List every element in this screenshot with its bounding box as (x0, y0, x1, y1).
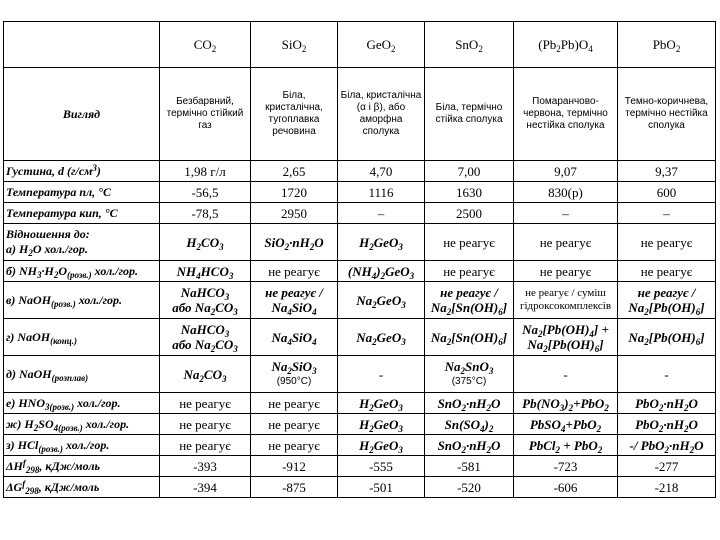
cell: Біла, термічно стійка сполука (425, 68, 514, 161)
cell: $H_2GeO_3$ (338, 393, 425, 414)
naoh-melt-row (4, 356, 716, 393)
cell: NaHCO$_3$ або $Na_2CO_3$ (160, 282, 251, 319)
cell: не реагує / $Na_2[Pb(OH)_6]$ (618, 282, 716, 319)
cell: Біла, кристалічна (α і β), або аморфна сполука (338, 68, 425, 161)
naoh-conc-row (4, 319, 716, 356)
cell: не реагує (514, 224, 618, 261)
cell: $PbO_2\cdot nH_2O$ (618, 393, 716, 414)
cell: 9,37 (618, 161, 716, 182)
cell: 600 (618, 182, 716, 203)
melting-row (4, 182, 716, 203)
cell: $Na_2[Pb(OH)_4]$ + $Na_2[Pb(OH)_6]$ (514, 319, 618, 356)
enthalpy-row (4, 456, 716, 477)
cell: – (514, 203, 618, 224)
cell: – (338, 203, 425, 224)
cell: -606 (514, 477, 618, 498)
cell: не реагує (160, 435, 251, 456)
cell: $Na_2SnO_3$ (375°C) (425, 356, 514, 393)
cell: -218 (618, 477, 716, 498)
cell: $H_2CO_3$ (160, 224, 251, 261)
cell: 1,98 г/л (160, 161, 251, 182)
cell: $H_2GeO_3$ (338, 435, 425, 456)
cell: Помаранчово-червона, термічно нестійка сполука (514, 68, 618, 161)
cell: -393 (160, 456, 251, 477)
oxides-properties-table (3, 21, 716, 498)
row-label: Вигляд (4, 68, 160, 161)
cell: -875 (251, 477, 338, 498)
row-label: Температура пл, °С (4, 182, 160, 203)
cell: $Na_2[Sn(OH)_6]$ (425, 319, 514, 356)
cell: $Na_4SiO_4$ (251, 319, 338, 356)
cell: -912 (251, 456, 338, 477)
cell: - (338, 356, 425, 393)
cell: -277 (618, 456, 716, 477)
cell: 2500 (425, 203, 514, 224)
cell: $Sn(SO_4)_2$ (425, 414, 514, 435)
cell: 830(р) (514, 182, 618, 203)
cell: 2,65 (251, 161, 338, 182)
cell: -78,5 (160, 203, 251, 224)
cell: -394 (160, 477, 251, 498)
cell: -/ $PbO_2\cdot nH_2O$ (618, 435, 716, 456)
cell: $SiO_2\cdot nH_2O$ (251, 224, 338, 261)
cell: $Na_2[Pb(OH)_6]$ (618, 319, 716, 356)
cell: $SnO_2\cdot nH_2O$ (425, 393, 514, 414)
cell: -723 (514, 456, 618, 477)
cell: -581 (425, 456, 514, 477)
cell: не реагує (251, 261, 338, 282)
cell: не реагує (514, 261, 618, 282)
row-label: е) $HNO_{3(розв.)}$ хол./гор. (4, 393, 160, 414)
cell: -56,5 (160, 182, 251, 203)
cell: не реагує / $Na_4SiO_4$ (251, 282, 338, 319)
header-pbo2: PbO$_2$ (618, 22, 716, 68)
cell: не реагує (251, 393, 338, 414)
cell: не реагує / суміш гідроксокомплексів (514, 282, 618, 319)
water-row (4, 224, 716, 261)
header-row (4, 22, 716, 68)
cell: 1720 (251, 182, 338, 203)
cell: не реагує (251, 435, 338, 456)
cell: - (514, 356, 618, 393)
cell: $Na_2GeO_3$ (338, 319, 425, 356)
row-label: Відношення до: а) $Н_2О$ хол./гор. (4, 224, 160, 261)
header-sno2: SnO$_2$ (425, 22, 514, 68)
header-geo2: GeO$_2$ (338, 22, 425, 68)
cell: $H_2GeO_3$ (338, 224, 425, 261)
cell: 2950 (251, 203, 338, 224)
cell: -520 (425, 477, 514, 498)
row-label: Густина, d $(г/см^3)$ (4, 161, 160, 182)
gibbs-row (4, 477, 716, 498)
nh3-row (4, 261, 716, 282)
row-label: $\Delta H^f_{298}$, кДж/моль (4, 456, 160, 477)
row-label: г) NaOH$_{(конц.)}$ (4, 319, 160, 356)
cell: $NH_4HCO_3$ (160, 261, 251, 282)
cell: NaHCO$_3$ або $Na_2CO_3$ (160, 319, 251, 356)
header-co2: $CO_2$ (160, 22, 251, 68)
row-label: Температура кип, °С (4, 203, 160, 224)
cell: $SnO_2\cdot nH_2O$ (425, 435, 514, 456)
cell: $Pb(NO_3)_2+PbO_2$ (514, 393, 618, 414)
density-row (4, 161, 716, 182)
cell: не реагує (425, 224, 514, 261)
row-label: з) HCl$_{(розв.)}$ хол./гор. (4, 435, 160, 456)
cell: PbSO$_4$+PbO$_2$ (514, 414, 618, 435)
cell: Біла, кристалічна, тугоплавка речовина (251, 68, 338, 161)
hcl-row (4, 435, 716, 456)
cell: 9,07 (514, 161, 618, 182)
cell: $PbO_2\cdot nH_2O$ (618, 414, 716, 435)
row-label: $\Delta G^f_{298}$, кДж/моль (4, 477, 160, 498)
cell: $Na_2CO_3$ (160, 356, 251, 393)
cell: -555 (338, 456, 425, 477)
cell: – (618, 203, 716, 224)
h2so4-row (4, 414, 716, 435)
cell: 1116 (338, 182, 425, 203)
cell: 1630 (425, 182, 514, 203)
cell: 7,00 (425, 161, 514, 182)
cell: - (618, 356, 716, 393)
cell: не реагує (251, 414, 338, 435)
appearance-row (4, 68, 716, 161)
cell: $Na_2SiO_3$ (950°C) (251, 356, 338, 393)
cell: не реагує (618, 261, 716, 282)
header-empty (4, 22, 160, 68)
cell: $(NH_4)_2GeO_3$ (338, 261, 425, 282)
cell: 4,70 (338, 161, 425, 182)
naoh-dil-row (4, 282, 716, 319)
cell: $H_2GeO_3$ (338, 414, 425, 435)
row-label: д) NaOH$_{(розплав)}$ (4, 356, 160, 393)
cell: $Na_2GeO_3$ (338, 282, 425, 319)
hno3-row (4, 393, 716, 414)
cell: не реагує (160, 414, 251, 435)
cell: не реагує (160, 393, 251, 414)
row-label: б) $NH_3\cdot H_2O_{(розв.)}$ хол./гор. (4, 261, 160, 282)
cell: не реагує (618, 224, 716, 261)
cell: -501 (338, 477, 425, 498)
row-label: ж) $H_2SO_{4(розв.)}$ хол./гор. (4, 414, 160, 435)
cell: не реагує / $Na_2[Sn(OH)_6]$ (425, 282, 514, 319)
row-label: в) NaOH$_{(розв.)}$ хол./гор. (4, 282, 160, 319)
boiling-row (4, 203, 716, 224)
header-sio2: SiO$_2$ (251, 22, 338, 68)
cell: не реагує (425, 261, 514, 282)
cell: PbCl$_2$ + PbO$_2$ (514, 435, 618, 456)
cell: Темно-коричнева, термічно нестійка сполука (618, 68, 716, 161)
header-pb3o4: $(Pb_2Pb)O_4$ (514, 22, 618, 68)
cell: Безбарвний, термічно стійкий газ (160, 68, 251, 161)
